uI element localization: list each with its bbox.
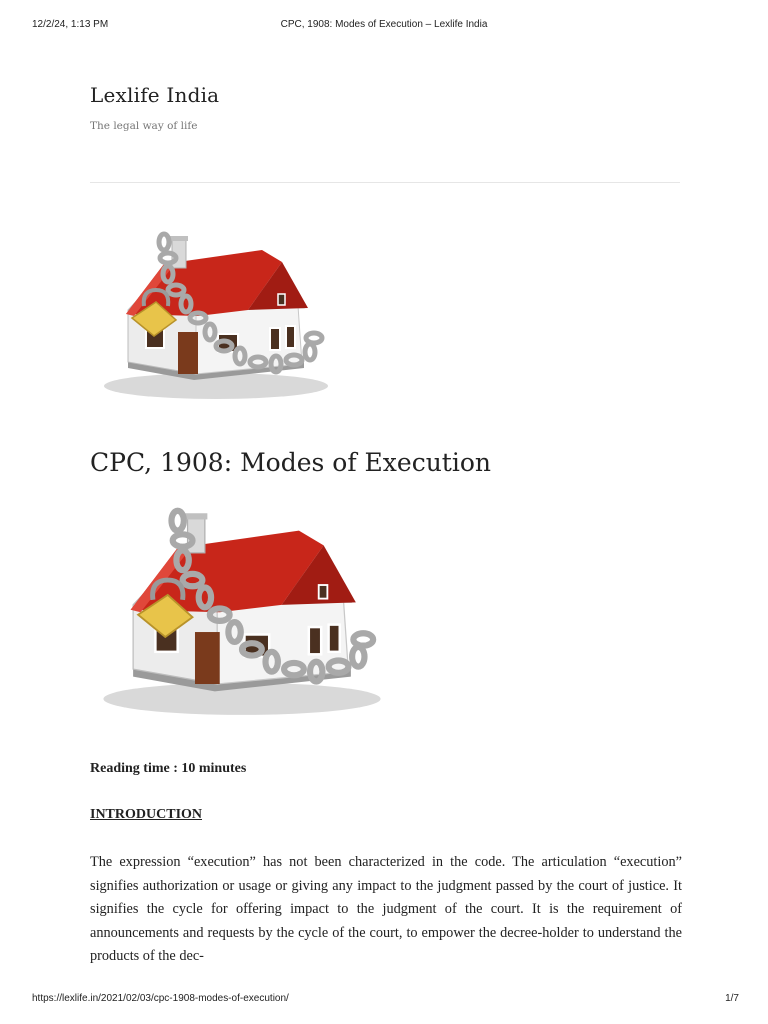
print-footer xyxy=(0,993,768,1007)
site-title-link[interactable]: Lexlife India xyxy=(90,83,220,107)
featured-house-image xyxy=(98,228,334,402)
print-page-title: CPC, 1908: Modes of Execution – Lexlife India xyxy=(280,19,488,30)
header-divider xyxy=(90,182,680,183)
page-indicator: 1/7 xyxy=(725,993,739,1004)
intro-paragraph: The expression “execution” has not been characterized in the code. The articulation “execution” signifies authorization or usage or giving any impact to the judgment passed by the court of justice. It signifies the cycle for offering impact to the judgment of the court. It is the requirement of announcements and requests by the cycle of the court, to empower the decree-holder to understand the products of the dec- xyxy=(90,854,682,964)
reading-time: Reading time : 10 minutes xyxy=(90,761,247,776)
print-date: 12/2/24, 1:13 PM xyxy=(32,19,109,30)
site-tagline: The legal way of life xyxy=(90,120,198,132)
post-house-image xyxy=(96,502,388,720)
print-url: https://lexlife.in/2021/02/03/cpc-1908-modes-of-execution/ xyxy=(32,993,289,1004)
print-header xyxy=(0,19,768,33)
section-heading-introduction: INTRODUCTION xyxy=(90,807,203,822)
post-title: CPC, 1908: Modes of Execution xyxy=(90,448,491,477)
